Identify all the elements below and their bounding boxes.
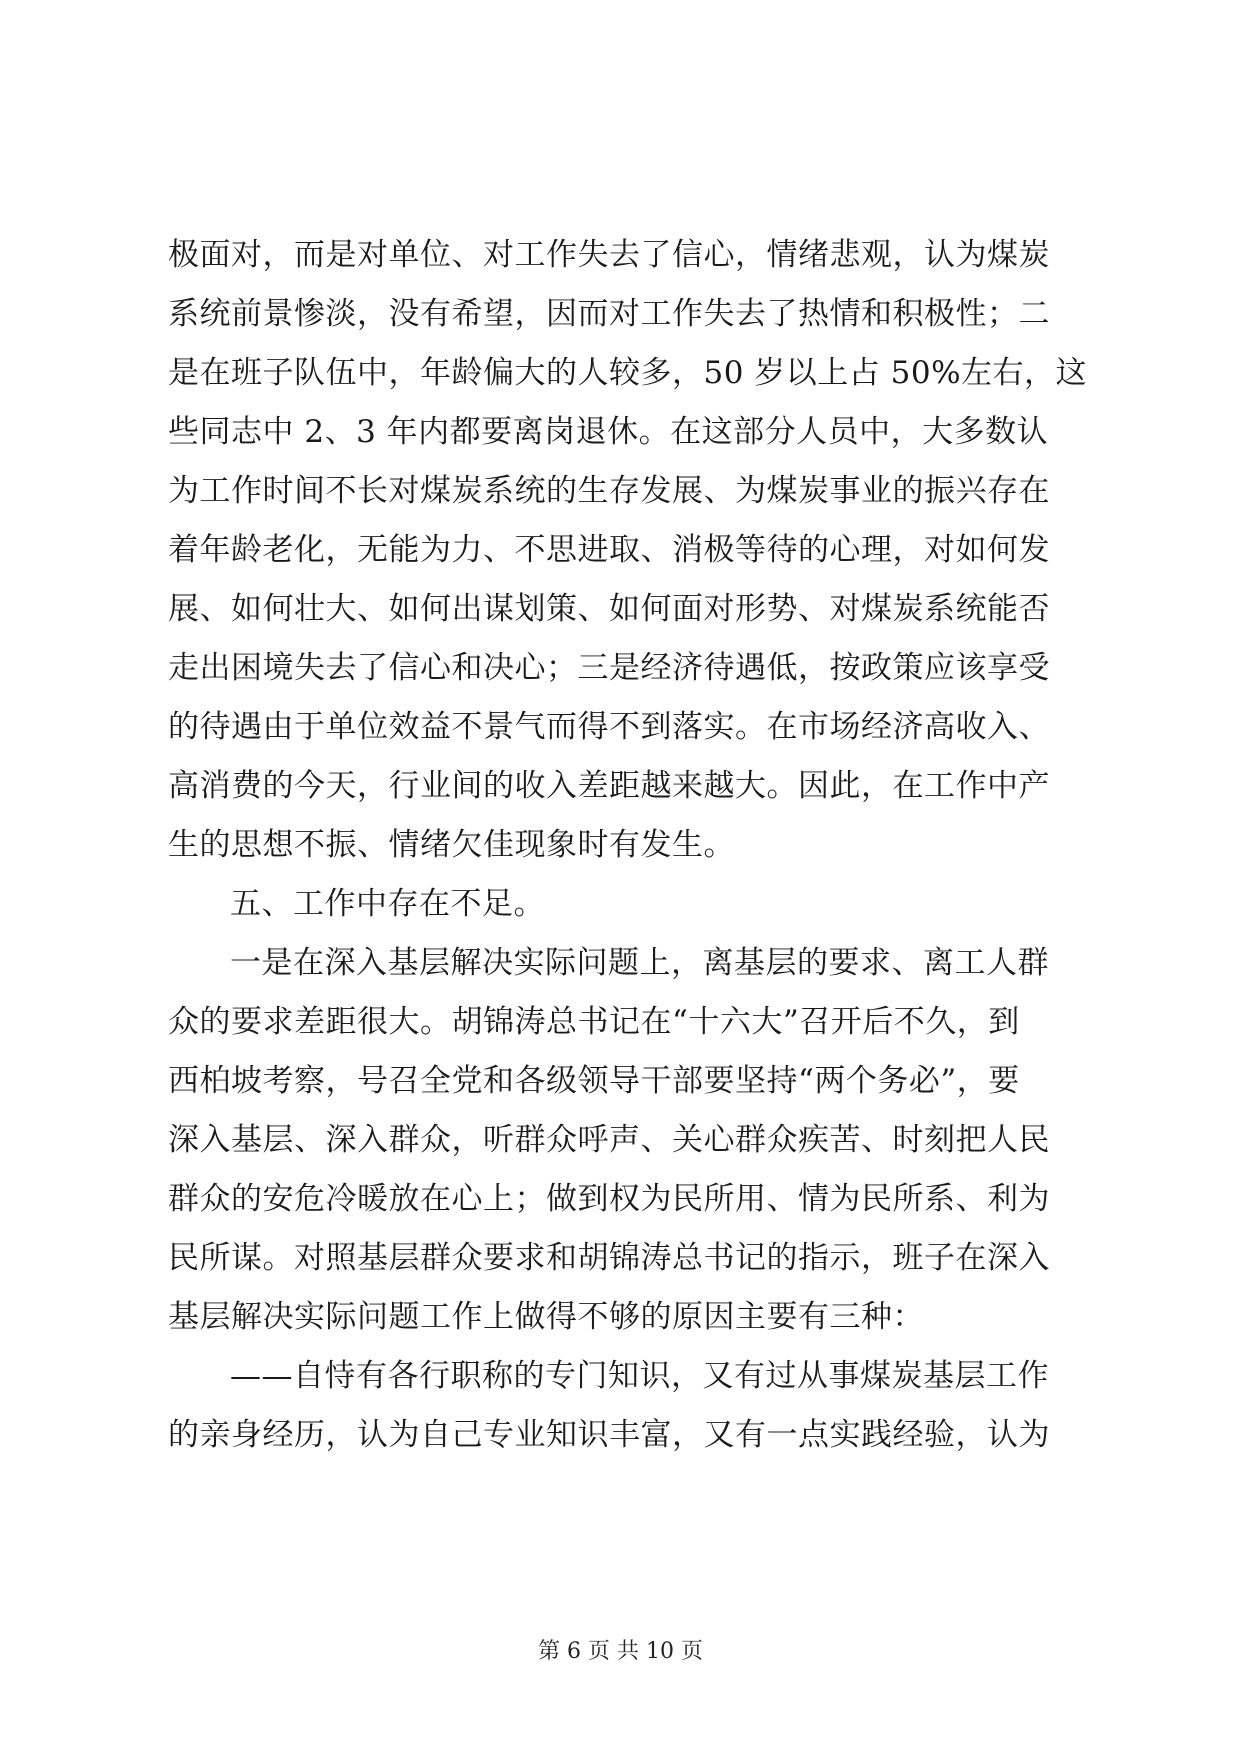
text-line: 西柏坡考察，号召全党和各级领导干部要坚持“两个务必”，要 (168, 1063, 1020, 1099)
text-line: 极面对，而是对单位、对工作失去了信心，情绪悲观，认为煤炭 (168, 237, 1050, 273)
text-line: 深入基层、深入群众，听群众呼声、关心群众疾苦、时刻把人民 (168, 1122, 1050, 1158)
text-line: 的亲身经历，认为自己专业知识丰富，又有一点实践经验，认为 (168, 1417, 1050, 1453)
text-line: 展、如何壮大、如何出谋划策、如何面对形势、对煤炭系统能否 (168, 591, 1050, 627)
body-text (168, 226, 1088, 1465)
text-line: ——自恃有各行职称的专门知识，又有过从事煤炭基层工作 (230, 1358, 1049, 1394)
text-line: 走出困境失去了信心和决心；三是经济待遇低，按政策应该享受 (168, 650, 1050, 686)
text-line: 系统前景惨淡，没有希望，因而对工作失去了热情和积极性；二 (168, 296, 1050, 332)
text-line: 群众的安危冷暖放在心上；做到权为民所用、情为民所系、利为 (168, 1181, 1050, 1217)
text-line: 高消费的今天，行业间的收入差距越来越大。因此，在工作中产 (168, 768, 1050, 804)
text-line: 生的思想不振、情绪欠佳现象时有发生。 (168, 827, 735, 863)
section-heading: 五、工作中存在不足。 (230, 886, 545, 922)
text-line: 是在班子队伍中，年龄偏大的人较多，50 岁以上占 50%左右，这 (168, 355, 1088, 391)
text-line: 基层解决实际问题工作上做得不够的原因主要有三种： (168, 1299, 924, 1335)
page-footer: 第 6 页 共 10 页 (538, 1639, 703, 1664)
text-line: 为工作时间不长对煤炭系统的生存发展、为煤炭事业的振兴存在 (168, 473, 1050, 509)
text-line: 着年龄老化，无能为力、不思进取、消极等待的心理，对如何发 (168, 532, 1050, 568)
text-line: 民所谋。对照基层群众要求和胡锦涛总书记的指示，班子在深入 (168, 1240, 1050, 1276)
text-line: 一是在深入基层解决实际问题上，离基层的要求、离工人群 (230, 945, 1049, 981)
text-line: 些同志中 2、3 年内都要离岗退休。在这部分人员中，大多数认 (168, 414, 1049, 450)
text-line: 众的要求差距很大。胡锦涛总书记在“十六大”召开后不久，到 (168, 1004, 1020, 1040)
text-line: 的待遇由于单位效益不景气而得不到落实。在市场经济高收入、 (168, 709, 1050, 745)
